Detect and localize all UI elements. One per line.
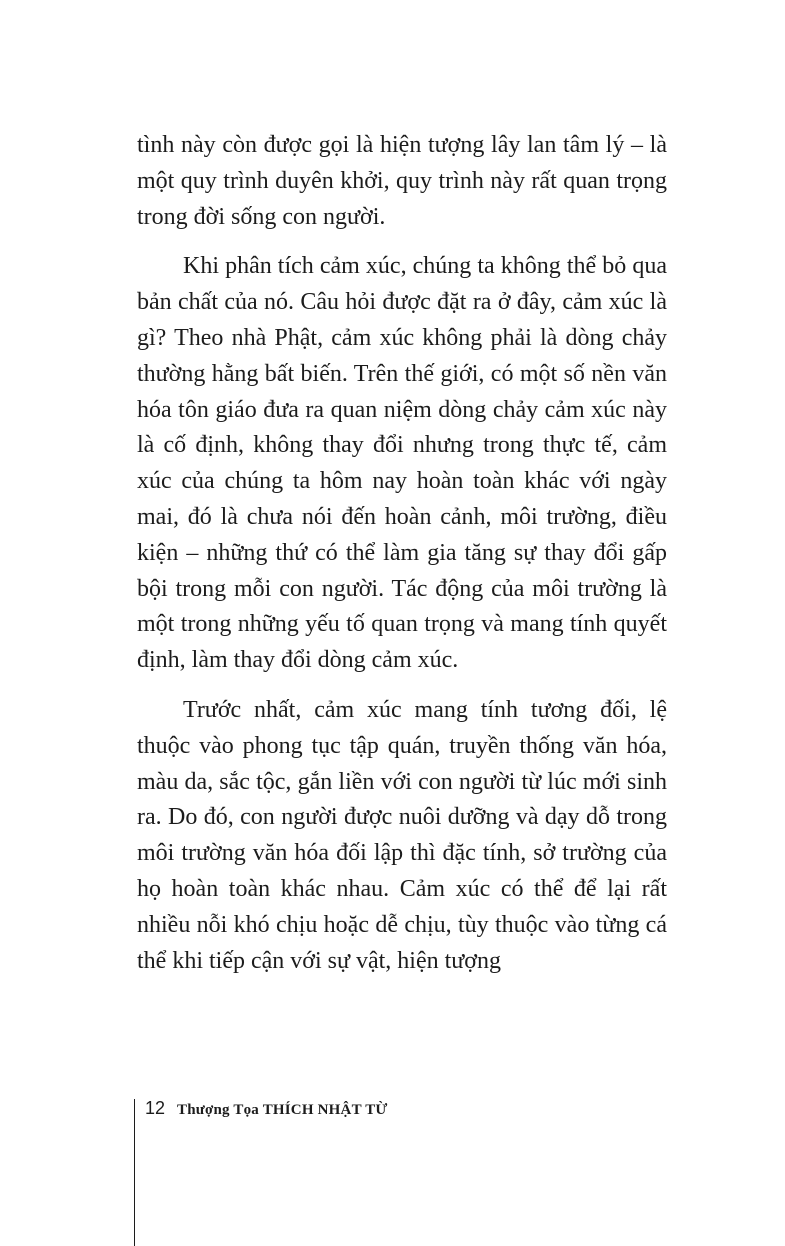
paragraph-continuation: tình này còn được gọi là hiện tượng lây lan tâm lý – là một quy trình duyên khởi, quy trình này rất quan trọng trong đời sống con người. [137, 132, 667, 230]
paragraph-emotion-relativity: Trước nhất, cảm xúc mang tính tương đối, lệ thuộc vào phong tục tập quán, truyền thống văn hóa, màu da, sắc tộc, gắn liền với con người từ lúc mới sinh ra. Do đó, con người được nuôi dưỡng và dạy dỗ trong môi trường văn hóa đối lập thì đặc tính, sở trường của họ hoàn toàn khác nhau. Cảm xúc có thể để lại rất nhiều nỗi khó chịu hoặc dễ chịu, tùy thuộc vào từng cá thể khi tiếp cận với sự vật, hiện tượng [137, 696, 667, 974]
page-body [137, 128, 667, 993]
paragraph-emotion-analysis: Khi phân tích cảm xúc, chúng ta không thể bỏ qua bản chất của nó. Câu hỏi được đặt ra ở đây, cảm xúc là gì? Theo nhà Phật, cảm xúc không phải là dòng chảy thường hằng bất biến. Trên thế giới, có một số nền văn hóa tôn giáo đưa ra quan niệm dòng chảy cảm xúc này là cố định, không thay đổi nhưng trong thực tế, cảm xúc của chúng ta hôm nay hoàn toàn khác với ngày mai, đó là chưa nói đến hoàn cảnh, môi trường, điều kiện – những thứ có thể làm gia tăng sự thay đổi gấp bội trong mỗi con người. Tác động của môi trường là một trong những yếu tố quan trọng và mang tính quyết định, làm thay đổi dòng cảm xúc. [137, 253, 667, 674]
author-name: Thượng Tọa THÍCH NHẬT TỪ [177, 1102, 388, 1118]
running-footer [145, 1098, 388, 1124]
page-number: 12 [145, 1098, 166, 1118]
footer-vertical-rule [134, 1099, 135, 1246]
